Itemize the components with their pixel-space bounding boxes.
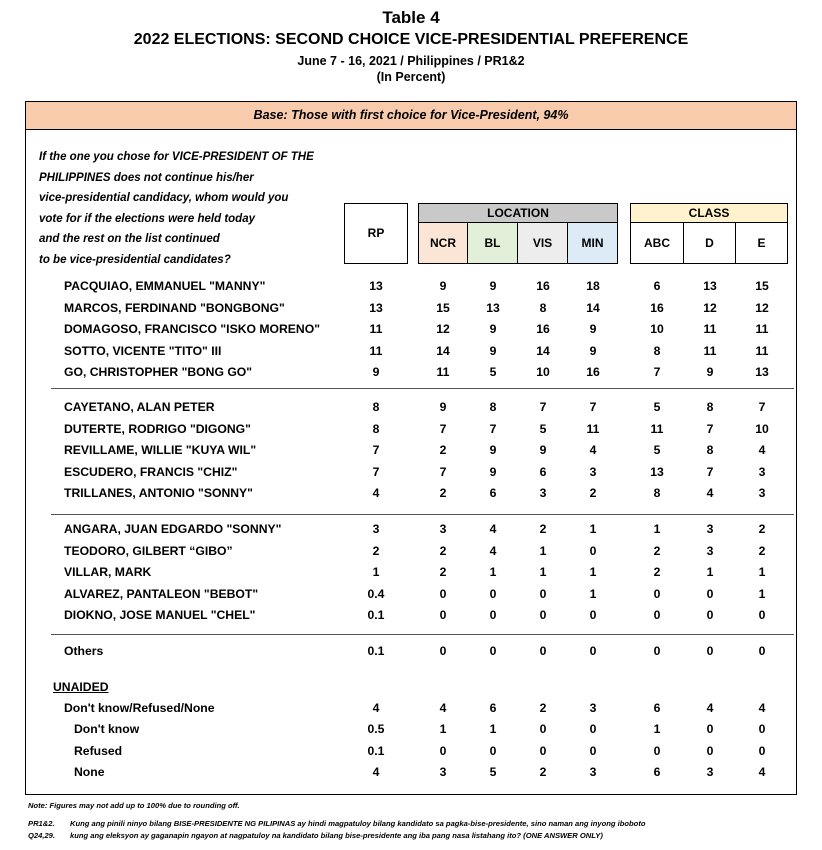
vis-value: 0 (539, 644, 547, 658)
bl-value: 1 (489, 565, 497, 579)
bl-value: 9 (489, 279, 497, 293)
table-row (26, 642, 796, 662)
abc-column-header: ABC (630, 223, 684, 264)
bl-value: 4 (489, 522, 497, 536)
rp-value: 7 (372, 443, 380, 457)
abc-value: 1 (653, 522, 661, 536)
candidate-name: REVILLAME, WILLIE "KUYA WIL" (64, 443, 257, 457)
abc-value: 0 (653, 587, 661, 601)
bl-value: 6 (489, 701, 497, 715)
rp-value: 0.1 (367, 644, 385, 658)
d-value: 12 (703, 301, 717, 315)
candidate-name: Others (64, 644, 104, 658)
vis-value: 7 (539, 400, 547, 414)
table-row (26, 441, 796, 461)
class-group-header: CLASS (630, 203, 788, 223)
candidate-name: DUTERTE, RODRIGO "DIGONG" (64, 422, 251, 436)
table-row (26, 277, 796, 297)
d-value: 11 (703, 322, 717, 336)
min-value: 0 (589, 544, 597, 558)
tagalog-question-line-1: Kung ang pinili ninyo bilang BISE-PRESIDENTE NG PILIPINAS ay hindi magpatuloy bilang kandidato sa pagka-bise-presidente, sino naman ang inyong iboboto (70, 819, 646, 828)
candidate-name: CAYETANO, ALAN PETER (64, 400, 215, 414)
bl-value: 0 (489, 587, 497, 601)
candidate-name: DIOKNO, JOSE MANUEL "CHEL" (64, 608, 256, 622)
min-value: 16 (586, 365, 600, 379)
ncr-value: 9 (439, 279, 447, 293)
d-value: 0 (706, 722, 714, 736)
vis-value: 9 (539, 443, 547, 457)
abc-value: 6 (653, 701, 661, 715)
vis-value: 6 (539, 465, 547, 479)
vis-value: 16 (536, 279, 550, 293)
min-value: 3 (589, 701, 597, 715)
table-row (26, 742, 796, 762)
abc-value: 6 (653, 279, 661, 293)
d-value: 4 (706, 486, 714, 500)
rp-value: 11 (369, 344, 383, 358)
vis-value: 16 (536, 322, 550, 336)
rp-column-header: RP (344, 203, 408, 264)
rp-value: 8 (372, 400, 380, 414)
vis-value: 8 (539, 301, 547, 315)
e-value: 12 (755, 301, 769, 315)
abc-value: 2 (653, 565, 661, 579)
bl-value: 9 (489, 322, 497, 336)
question-line: If the one you chose for VICE-PRESIDENT OF THE (39, 151, 314, 163)
min-value: 18 (586, 279, 600, 293)
e-value: 4 (758, 701, 766, 715)
ncr-value: 2 (439, 486, 447, 500)
min-value: 0 (589, 644, 597, 658)
bl-value: 4 (489, 544, 497, 558)
e-value: 7 (758, 400, 766, 414)
table-row (26, 420, 796, 440)
e-value: 0 (758, 722, 766, 736)
group-divider (51, 634, 794, 635)
min-value: 0 (589, 608, 597, 622)
min-value: 2 (589, 486, 597, 500)
rp-value: 0.4 (367, 587, 385, 601)
rp-value: 13 (369, 279, 383, 293)
candidate-name: UNAIDED (53, 680, 109, 694)
vis-value: 2 (539, 522, 547, 536)
rp-value: 7 (372, 465, 380, 479)
e-value: 0 (758, 744, 766, 758)
table-row (26, 585, 796, 605)
ncr-column-header: NCR (418, 223, 468, 264)
d-value: 0 (706, 587, 714, 601)
d-value: 7 (706, 422, 714, 436)
table-row (26, 542, 796, 562)
d-value: 3 (706, 765, 714, 779)
d-value: 3 (706, 544, 714, 558)
ncr-value: 9 (439, 400, 447, 414)
min-value: 0 (589, 744, 597, 758)
d-value: 0 (706, 644, 714, 658)
table-row (26, 763, 796, 783)
question-code-2: Q24,29. (28, 831, 56, 840)
table-row (26, 398, 796, 418)
rp-value: 9 (372, 365, 380, 379)
min-value: 3 (589, 465, 597, 479)
e-value: 10 (755, 422, 769, 436)
vis-value: 14 (536, 344, 550, 358)
min-value: 11 (586, 422, 600, 436)
bl-column-header: BL (468, 223, 518, 264)
candidate-name: VILLAR, MARK (64, 565, 152, 579)
min-column-header: MIN (568, 223, 618, 264)
vis-value: 3 (539, 486, 547, 500)
ncr-value: 3 (439, 522, 447, 536)
d-value: 9 (706, 365, 714, 379)
d-value: 1 (706, 565, 714, 579)
table-frame (25, 101, 797, 795)
table-row (26, 484, 796, 504)
e-value: 2 (758, 522, 766, 536)
abc-value: 7 (653, 365, 661, 379)
table-row (26, 720, 796, 740)
bl-value: 0 (489, 644, 497, 658)
rp-value: 13 (369, 301, 383, 315)
bl-value: 13 (486, 301, 500, 315)
min-value: 4 (589, 443, 597, 457)
vis-value: 0 (539, 744, 547, 758)
table-row (26, 563, 796, 583)
bl-value: 5 (489, 365, 497, 379)
abc-value: 1 (653, 722, 661, 736)
candidate-name: DOMAGOSO, FRANCISCO "ISKO MORENO" (64, 322, 320, 336)
bl-value: 6 (489, 486, 497, 500)
candidate-name: ALVAREZ, PANTALEON "BEBOT" (64, 587, 259, 601)
rp-value: 11 (369, 322, 383, 336)
table-unit: (In Percent) (376, 70, 446, 84)
ncr-value: 1 (439, 722, 447, 736)
e-value: 13 (755, 365, 769, 379)
ncr-value: 0 (439, 744, 447, 758)
d-column-header: D (684, 223, 736, 264)
ncr-value: 4 (439, 701, 447, 715)
question-line: vice-presidential candidacy, whom would you (39, 192, 289, 204)
vis-value: 1 (539, 565, 547, 579)
candidate-name: Don't know/Refused/None (64, 701, 215, 715)
d-value: 8 (706, 443, 714, 457)
bl-value: 8 (489, 400, 497, 414)
candidate-name: ESCUDERO, FRANCIS "CHIZ" (64, 465, 238, 479)
candidate-name: SOTTO, VICENTE "TITO" III (64, 344, 222, 358)
ncr-value: 0 (439, 608, 447, 622)
table-row (26, 606, 796, 626)
table-row (26, 678, 796, 698)
min-value: 1 (589, 565, 597, 579)
e-value: 4 (758, 443, 766, 457)
question-code-1: PR1&2. (28, 819, 55, 828)
candidate-name: Don't know (74, 722, 140, 736)
vis-value: 0 (539, 608, 547, 622)
ncr-value: 7 (439, 422, 447, 436)
ncr-value: 11 (436, 365, 450, 379)
abc-value: 11 (650, 422, 664, 436)
ncr-value: 2 (439, 544, 447, 558)
rounding-note: Note: Figures may not add up to 100% due to rounding off. (28, 801, 240, 810)
table-row (26, 520, 796, 540)
min-value: 9 (589, 322, 597, 336)
e-value: 0 (758, 644, 766, 658)
vis-column-header: VIS (518, 223, 568, 264)
candidate-name: PACQUIAO, EMMANUEL "MANNY" (64, 279, 266, 293)
vis-value: 0 (539, 587, 547, 601)
abc-value: 8 (653, 486, 661, 500)
table-row (26, 699, 796, 719)
bl-value: 9 (489, 465, 497, 479)
bl-value: 9 (489, 344, 497, 358)
table-title: 2022 ELECTIONS: SECOND CHOICE VICE-PRESIDENTIAL PREFERENCE (133, 31, 689, 48)
rp-value: 0.1 (367, 608, 385, 622)
question-line: PHILIPPINES does not continue his/her (39, 171, 254, 184)
e-value: 15 (755, 279, 769, 293)
d-value: 13 (703, 279, 717, 293)
table-subtitle: June 7 - 16, 2021 / Philippines / PR1&2 (297, 54, 525, 68)
rp-value: 4 (372, 486, 380, 500)
vis-value: 0 (539, 722, 547, 736)
d-value: 0 (706, 744, 714, 758)
bl-value: 5 (489, 765, 497, 779)
candidate-name: Refused (74, 744, 123, 758)
min-value: 14 (586, 301, 600, 315)
base-band: Base: Those with first choice for Vice-President, 94% (26, 102, 796, 130)
e-value: 4 (758, 765, 766, 779)
e-column-header: E (736, 223, 788, 264)
vis-value: 5 (539, 422, 547, 436)
bl-value: 7 (489, 422, 497, 436)
tagalog-question-line-2: kung ang eleksyon ay gaganapin ngayon at nagpatuloy na kandidato bilang bise-presidente ang iba pang nasa listahang ito? (ONE ANSWER ONLY) (70, 831, 603, 840)
survey-question (39, 147, 349, 270)
vis-value: 1 (539, 544, 547, 558)
rp-value: 8 (372, 422, 380, 436)
location-group-header: LOCATION (418, 203, 618, 223)
table-row (26, 342, 796, 362)
d-value: 8 (706, 400, 714, 414)
question-line: and the rest on the list continued (39, 233, 220, 245)
min-value: 0 (589, 722, 597, 736)
abc-value: 5 (653, 443, 661, 457)
ncr-value: 0 (439, 644, 447, 658)
table-number: Table 4 (382, 8, 440, 27)
group-divider (51, 514, 794, 515)
d-value: 3 (706, 522, 714, 536)
table-row (26, 363, 796, 383)
abc-value: 8 (653, 344, 661, 358)
vis-value: 10 (536, 365, 550, 379)
abc-value: 0 (653, 644, 661, 658)
min-value: 1 (589, 587, 597, 601)
ncr-value: 3 (439, 765, 447, 779)
table-row (26, 463, 796, 483)
abc-value: 10 (650, 322, 664, 336)
min-value: 1 (589, 522, 597, 536)
e-value: 11 (755, 322, 769, 336)
candidate-name: ANGARA, JUAN EDGARDO "SONNY" (64, 522, 282, 536)
rp-value: 0.5 (367, 722, 385, 736)
rp-value: 0.1 (367, 744, 385, 758)
e-value: 3 (758, 465, 766, 479)
group-divider (51, 388, 794, 389)
bl-value: 1 (489, 722, 497, 736)
e-value: 11 (755, 344, 769, 358)
question-line: vote for if the elections were held today (39, 212, 255, 225)
bl-value: 0 (489, 608, 497, 622)
abc-value: 6 (653, 765, 661, 779)
rp-value: 3 (372, 522, 380, 536)
e-value: 1 (758, 587, 766, 601)
abc-value: 0 (653, 608, 661, 622)
table-row (26, 320, 796, 340)
vis-value: 2 (539, 765, 547, 779)
ncr-value: 7 (439, 465, 447, 479)
candidate-name: TEODORO, GILBERT “GIBO” (64, 544, 233, 558)
rp-value: 4 (372, 701, 380, 715)
abc-value: 16 (650, 301, 664, 315)
d-value: 7 (706, 465, 714, 479)
bl-value: 9 (489, 443, 497, 457)
ncr-value: 2 (439, 565, 447, 579)
ncr-value: 0 (439, 587, 447, 601)
min-value: 7 (589, 400, 597, 414)
candidate-name: None (74, 765, 105, 779)
ncr-value: 2 (439, 443, 447, 457)
ncr-value: 15 (436, 301, 450, 315)
rp-value: 1 (372, 565, 380, 579)
rp-value: 2 (372, 544, 380, 558)
d-value: 0 (706, 608, 714, 622)
e-value: 2 (758, 544, 766, 558)
e-value: 1 (758, 565, 766, 579)
ncr-value: 14 (436, 344, 450, 358)
vis-value: 2 (539, 701, 547, 715)
e-value: 3 (758, 486, 766, 500)
abc-value: 0 (653, 744, 661, 758)
d-value: 4 (706, 701, 714, 715)
d-value: 11 (703, 344, 717, 358)
bl-value: 0 (489, 744, 497, 758)
candidate-name: TRILLANES, ANTONIO "SONNY" (64, 486, 253, 500)
e-value: 0 (758, 608, 766, 622)
ncr-value: 12 (436, 322, 450, 336)
table-row (26, 299, 796, 319)
min-value: 3 (589, 765, 597, 779)
min-value: 9 (589, 344, 597, 358)
abc-value: 13 (650, 465, 664, 479)
candidate-name: MARCOS, FERDINAND "BONGBONG" (64, 301, 285, 315)
question-line: to be vice-presidential candidates? (39, 253, 231, 266)
abc-value: 5 (653, 400, 661, 414)
abc-value: 2 (653, 544, 661, 558)
rp-value: 4 (372, 765, 380, 779)
candidate-name: GO, CHRISTOPHER "BONG GO" (64, 365, 253, 379)
